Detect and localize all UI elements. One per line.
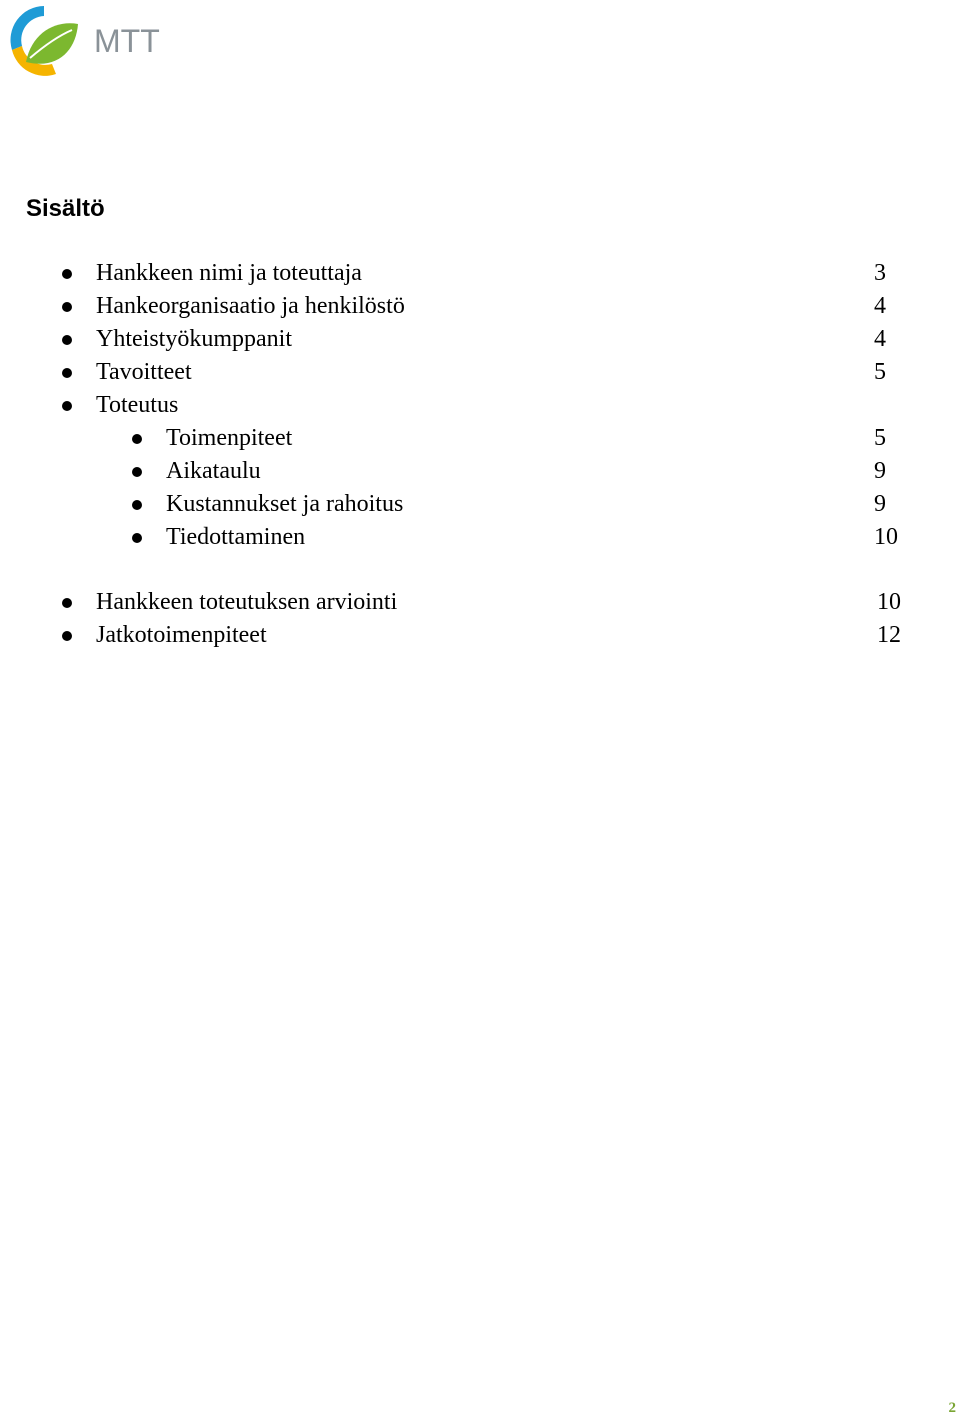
- toc-entry-kustannukset[interactable]: [0, 488, 960, 521]
- toc-entry-hankeorganisaatio[interactable]: [0, 290, 960, 323]
- toc-entry-label: Aikataulu: [166, 458, 261, 484]
- leaf-logo-icon: [6, 2, 82, 78]
- toc-entry-label: Jatkotoimenpiteet: [96, 622, 267, 648]
- toc-entry-label: Tavoitteet: [96, 359, 192, 385]
- toc-entry-aikataulu[interactable]: [0, 455, 960, 488]
- toc-entry-page: 10: [877, 589, 901, 615]
- toc-entry-label: Hankkeen nimi ja toteuttaja: [96, 260, 362, 286]
- toc-entry-label: Toteutus: [96, 392, 179, 418]
- toc-entry-toimenpiteet[interactable]: [0, 422, 960, 455]
- page-number: 2: [948, 1400, 956, 1416]
- bullet-icon: [62, 401, 72, 411]
- toc-entry-page: 12: [877, 622, 901, 648]
- bullet-icon: [132, 500, 142, 510]
- toc-entry-page: 4: [874, 326, 886, 352]
- bullet-icon: [132, 467, 142, 477]
- logo-wordmark: [94, 24, 190, 58]
- toc-entry-jatkotoimenpiteet[interactable]: [0, 619, 960, 652]
- toc-entry-arviointi[interactable]: [0, 586, 960, 619]
- svg-text:MTT: MTT: [94, 24, 160, 58]
- toc-entry-yhteistyokumppanit[interactable]: [0, 323, 960, 356]
- toc-entry-tiedottaminen[interactable]: [0, 521, 960, 554]
- toc-entry-page: 5: [874, 425, 886, 451]
- toc-entry-page: 10: [874, 524, 898, 550]
- toc-entry-page: 3: [874, 260, 886, 286]
- toc-entry-label: Tiedottaminen: [166, 524, 306, 550]
- bullet-icon: [132, 434, 142, 444]
- toc-entry-tavoitteet[interactable]: [0, 356, 960, 389]
- bullet-icon: [132, 533, 142, 543]
- toc-entry-label: Yhteistyökumppanit: [96, 326, 292, 352]
- bullet-icon: [62, 368, 72, 378]
- toc-entry-label: Hankeorganisaatio ja henkilöstö: [96, 293, 405, 319]
- toc-entry-page: 9: [874, 458, 886, 484]
- toc-entry-label: Kustannukset ja rahoitus: [166, 491, 404, 517]
- bullet-icon: [62, 269, 72, 279]
- toc-entry-page: 9: [874, 491, 886, 517]
- mtt-logo: [6, 2, 186, 78]
- toc-entry-page: 4: [874, 293, 886, 319]
- toc-entry-label: Hankkeen toteutuksen arviointi: [96, 589, 398, 615]
- bullet-icon: [62, 631, 72, 641]
- toc-entry-hankkeen-nimi[interactable]: [0, 257, 960, 290]
- bullet-icon: [62, 302, 72, 312]
- bullet-icon: [62, 335, 72, 345]
- toc-entry-page: 5: [874, 359, 886, 385]
- toc-entry-label: Toimenpiteet: [166, 425, 293, 451]
- toc-entry-toteutus[interactable]: [0, 389, 960, 422]
- bullet-icon: [62, 598, 72, 608]
- toc-heading: Sisältö: [26, 195, 105, 222]
